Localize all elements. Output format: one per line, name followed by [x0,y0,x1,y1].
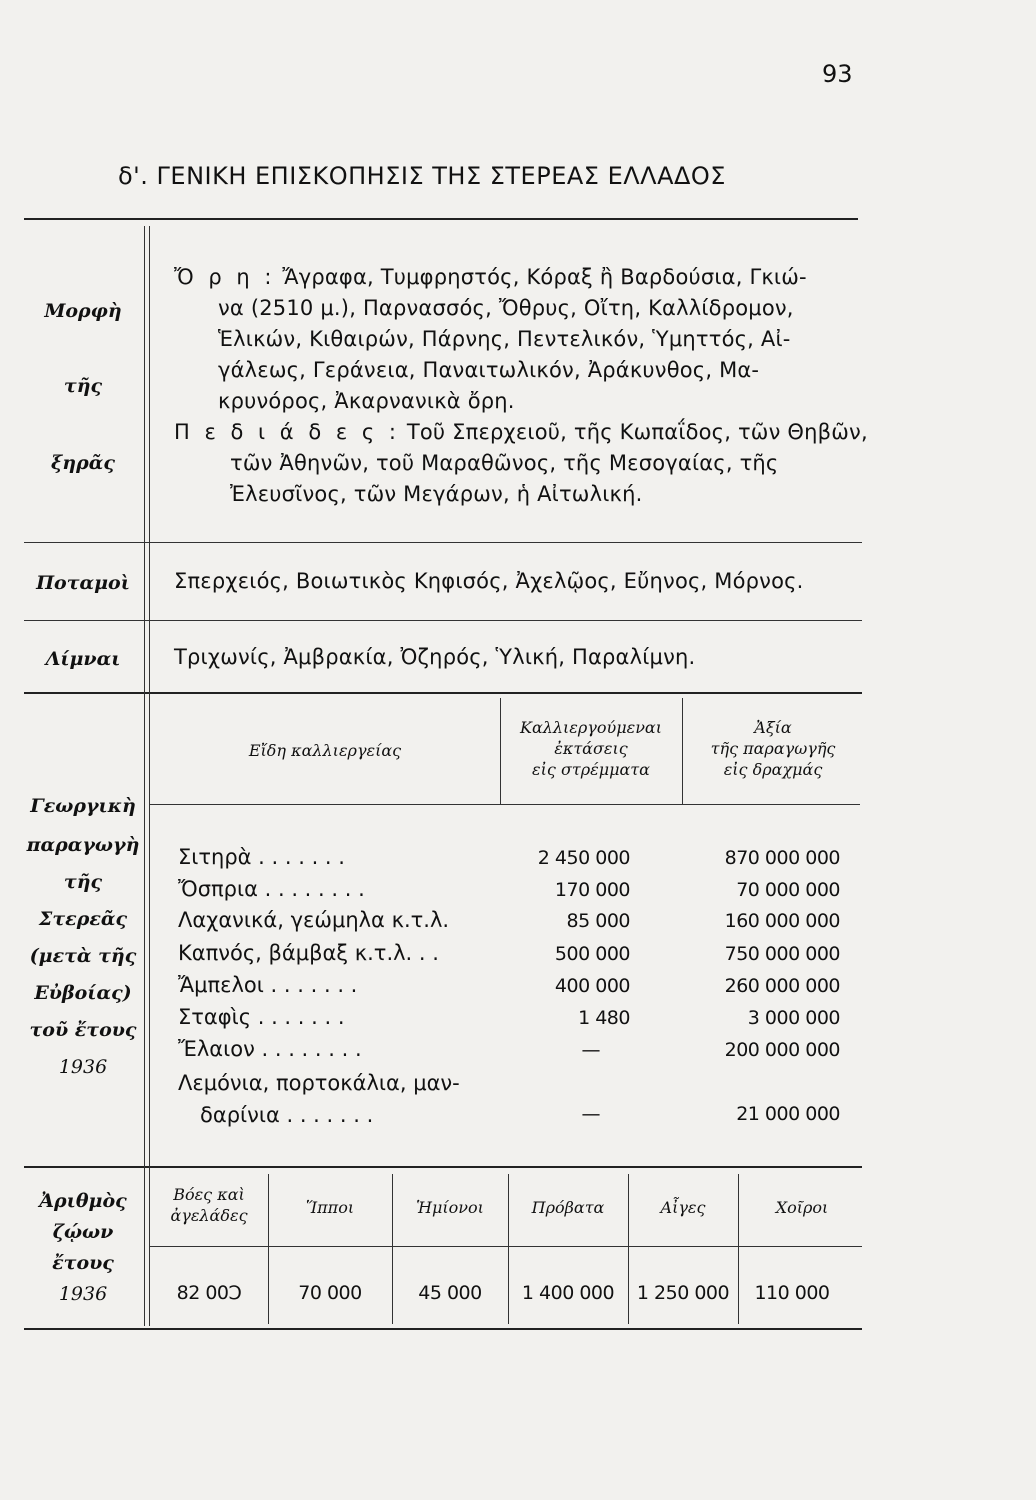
zoa-header-provata: Πρόβατα [531,1198,605,1217]
crop-name: Σταφὶς . . . . . . . [178,1005,345,1029]
zoa-header-imionoi: Ἡμίονοι [416,1198,484,1217]
potamoi-text: Σπερχειός, Βοιωτικὸς Κηφισός, Ἀχελῷος, Εὔηνος, Μόρνος. [174,569,804,593]
crop-name: Λαχανικά, γεώμηλα κ.τ.λ. [178,908,450,932]
pediades-line: Τοῦ Σπερχειοῦ, τῆς Κωπαΐδος, τῶν Θηβῶν, [406,420,868,444]
page-number: 93 [822,60,853,88]
crop-area: 500 000 [554,943,630,965]
ori-line: να (2510 μ.), Παρνασσός, Ὄθρυς, Οἴτη, Καλλίδρομον, [218,296,794,320]
crop-value: 200 000 000 [724,1039,840,1061]
crop-name: Ἄμπελοι . . . . . . . [178,973,358,997]
title-rule [24,218,858,220]
agri-side-label: Γεωργικὴ παραγωγὴ τῆς Στερεᾶς (μετὰ τῆς Εὐβοίας) τοῦ ἔτους 1936 [26,795,140,1078]
ori-line: γάλεως, Γεράνεια, Παναιτωλικόν, Ἀράκυνθος, Μα- [218,358,760,382]
pediades-line: τῶν Ἀθηνῶν, τοῦ Μαραθῶνος, τῆς Μεσογαίας, τῆς [230,451,779,475]
crop-area: — [581,1039,600,1061]
crop-name: Ὄσπρια . . . . . . . . [178,877,365,901]
crop-area: 170 000 [554,879,630,901]
crop-name: δαρίνια . . . . . . . [200,1103,374,1127]
crop-value: 70 000 000 [736,879,840,901]
ori-line: Ἄγραφα, Τυμφρηστός, Κόραξ ἢ Βαρδούσια, Γκιώ- [282,265,807,289]
bottom-rule [24,1328,862,1330]
zoa-value: 45 000 [418,1282,482,1304]
crop-name: Καπνός, βάμβαξ κ.τ.λ. . . [178,941,439,965]
zoa-col-divider [392,1174,393,1324]
zoa-value: 1 400 000 [521,1282,615,1304]
crop-area: 1 480 [578,1007,630,1029]
zoa-col-divider [628,1174,629,1324]
morphi-label: Μορφὴ [44,300,122,322]
side-divider [144,226,145,1326]
zoa-side-label: Ἀριθμὸς ζῴων ἔτους 1936 [39,1190,127,1305]
morphi-label: τῆς [63,375,103,397]
limnai-text: Τριχωνίς, Ἀμβρακία, Ὀζηρός, Ὑλική, Παραλίμνη. [174,645,696,669]
zoa-value: 110 000 [754,1282,830,1304]
agri-col-divider [500,698,501,804]
limnai-label: Λίμναι [45,648,121,670]
zoa-value: 70 000 [298,1282,362,1304]
agri-col-crop: Εἴδη καλλιεργείας [248,741,402,760]
agri-col-divider [682,698,683,804]
crop-value: 750 000 000 [724,943,840,965]
crop-value: 870 000 000 [724,847,840,869]
crop-value: 21 000 000 [736,1103,840,1125]
zoa-header-aiges: Αἶγες [660,1198,706,1217]
potamoi-label: Ποταμοὶ [36,572,130,594]
crop-area: — [581,1103,600,1125]
ori-label: Ὄ ρ η : [174,265,276,289]
zoa-value: 1 250 000 [636,1282,730,1304]
agri-col-value: Ἀξία τῆς παραγωγῆς εἰς δραχμάς [710,718,836,779]
agri-header-rule [150,804,860,805]
agri-col-area: Καλλιεργούμεναι ἐκτάσεις εἰς στρέμματα [519,718,662,779]
page-title: δ'. ΓΕΝΙΚΗ ΕΠΙΣΚΟΠΗΣΙΣ ΤΗΣ ΣΤΕΡΕΑΣ ΕΛΛΑΔΟΣ [118,162,726,190]
zoa-value: 82 00Ͻ [176,1282,242,1304]
morphi-label: ξηρᾶς [51,452,115,474]
side-divider [149,226,150,1326]
ori-line: Ἑλικών, Κιθαιρών, Πάρνης, Πεντελικόν, Ὑμηττός, Αἰ- [218,327,791,351]
zoa-header-boes: Βόες καὶ ἀγελάδες [170,1185,248,1225]
ori-block [174,262,868,510]
zoa-col-divider [508,1174,509,1324]
crop-area: 400 000 [554,975,630,997]
crop-name: Λεμόνια, πορτοκάλια, μαν- [178,1071,460,1095]
zoa-col-divider [268,1174,269,1324]
pediades-label: Π ε δ ι ά δ ε ς : [174,420,400,444]
crop-value: 160 000 000 [724,910,840,932]
crop-area: 2 450 000 [537,847,630,869]
crop-value: 3 000 000 [747,1007,840,1029]
zoa-header-rule [150,1246,862,1247]
zoa-header-ippoi: Ἵπποι [305,1198,355,1217]
crop-name: Ἔλαιον . . . . . . . . [178,1037,362,1061]
ori-line: κρυνόρος, Ἀκαρνανικὰ ὄρη. [218,389,515,413]
crop-name: Σιτηρὰ . . . . . . . [178,845,345,869]
crop-area: 85 000 [566,910,630,932]
zoa-header-choiroi: Χοῖροι [775,1198,829,1217]
zoa-col-divider [738,1174,739,1324]
pediades-line: Ἐλευσῖνος, τῶν Μεγάρων, ἡ Αἰτωλική. [230,482,643,506]
crop-value: 260 000 000 [724,975,840,997]
